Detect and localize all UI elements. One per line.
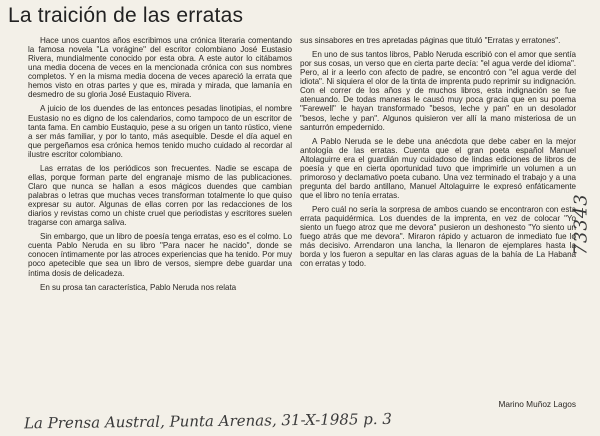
catalog-number-annotation (571, 150, 591, 260)
catalog-number: 73343 (570, 193, 592, 256)
paragraph: En uno de sus tantos libros, Pablo Neruda escribió con el amor que sentía por sus cosas, un verso que en cierta parte decía: "el agua verde del idioma". Pero, al ir a leerlo con afecto de padre, se encontró con "el agua verde del idiota". Ni siquiera el olor de la tinta de imprenta pudo reprimir su indignación. Con el correr de los años y de muchos libros, esta indignación se fue atenuando. De todas maneras le causó muy poca gracia que en su poema "Farewell" le hayan transformado "besos, leche y pan" en un desolador "besos, leche y pan". Algunos quisieron ver allí la mano misteriosa de un santurrón empedernido. (300, 50, 576, 132)
paragraph: Las erratas de los periódicos son frecuentes. Nadie se escapa de ellas, porque forman parte del engranaje mismo de las publicaciones. Claro que nunca se hallan a esos mágicos duendes que cambian palabras o letras que muchas veces transforman totalmente lo que quiso expresar su autor. Algunas de ellas corren por las redacciones de los diarios y revistas como un chiste cruel que periodistas y escritores suelen tragarse con amarga saliva. (28, 163, 292, 228)
paragraph: En su prosa tan característica, Pablo Neruda nos relata (40, 282, 237, 292)
source-handwritten-caption: La Prensa Austral, Punta Arenas, 31-X-1985 p. 3 (23, 409, 392, 433)
author-byline: Marino Muñoz Lagos (498, 399, 576, 409)
paragraph: A juicio de los duendes de las entonces pesadas linotipias, el nombre Eustasio no es digno de los calendarios, como tampoco de un escritor de tanta fama. En cambio Eustaquio, pese a su origen un tanto rústico, viene a ser más familiar, y por lo tanto, más asequible. Desde el día aquel en que pergeñamos esa crónica hemos tenido mucho cuidado al recordar al ilustre escritor colombiano. (28, 104, 292, 159)
left-column (28, 36, 292, 416)
article-headline: La traición de las erratas (8, 4, 244, 27)
paragraph: A Pablo Neruda se le debe una anécdota que debe caber en la mejor antología de las erratas. Cuenta que el gran poeta español Manuel Altolaguirre era el guardián muy cuidadoso de lindas ediciones de libros de poesía y que en cierta oportunidad tuvo que imprimirle un volumen a un primoroso y declamativo poeta cubano. Una vez terminado el trabajo y a una pregunta del bardo antillano, Manuel Altolaguirre le expresó enfáticamente que el libro no tenía erratas. (300, 136, 576, 200)
right-column (300, 36, 576, 416)
paragraph: Hace unos cuantos años escribimos una crónica literaria comentando la famosa novela "La vorágine" del escritor colombiano José Eustasio Rivera, mundialmente conocido por esta obra. A este autor lo citábamos una media docena de veces en la mencionada crónica con sus nombres completos. Y en la misma media docena de veces apareció la errata que hemos visto en otras partes y que es, mirada y mirada, que lamanía en desmedro de su gloria José Eustaquio Rivera. (28, 36, 292, 100)
paragraph: Pero cuál no sería la sorpresa de ambos cuando se encontraron con esta errata paquidérmica. Los duendes de la imprenta, en vez de colocar "Yo siento un fuego atroz que me devora" pusieron un deshonesto "Yo siento un fuego atrás que me devora". Miraron rápido y actuaron de inmediato fue lo más decisivo. Arrendaron una lancha, la llenaron de ejemplares hasta la borda y los fueron a sepultar en las claras aguas de la bahía de La Habana con erratas y todo. (300, 205, 576, 269)
paragraph: sus sinsabores en tres apretadas páginas que tituló "Erratas y erratones". (300, 36, 561, 45)
paragraph: Sin embargo, que un libro de poesía tenga erratas, eso es el colmo. Lo cuenta Pablo Neruda en su libro "Para nacer he nacido", donde se conocen íntimamente por las atroces experiencias que ha tenido. Por muy poco apetecible que sea un libro de versos, siempre debe guardar una íntima dosis de delicadeza. (28, 232, 292, 278)
